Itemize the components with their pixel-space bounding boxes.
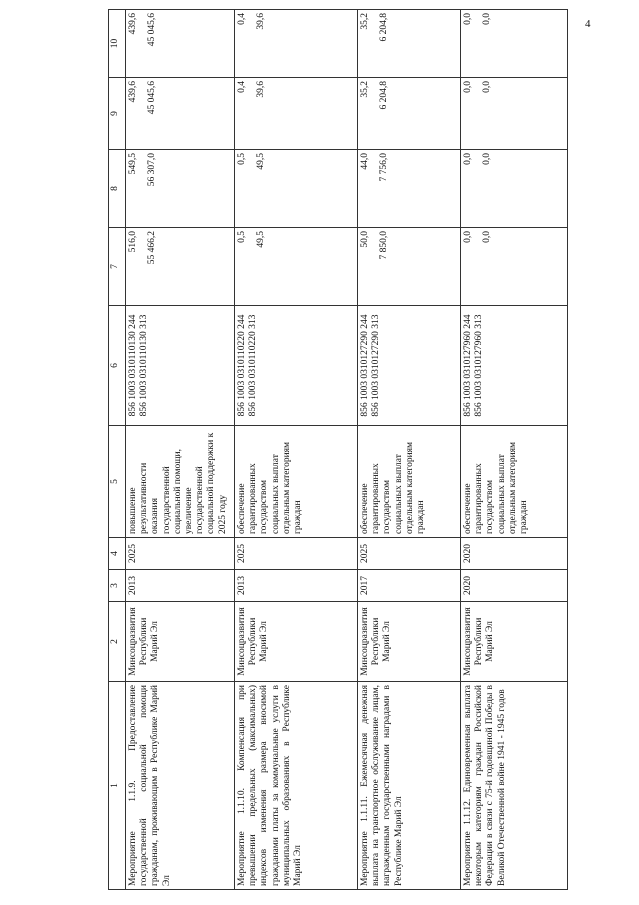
start-year: 2017: [358, 570, 461, 602]
value-313: 45 045,6: [147, 13, 158, 47]
value-col7: [358, 228, 461, 306]
measure-name: Мероприятие 1.1.11. Ежемесячная денежная выплата на транспортное обслуживание лицам, награжденным государственными наградами в Республике Марий Эл: [358, 682, 461, 890]
value-313: 0,0: [482, 153, 493, 165]
value-col7: [235, 228, 358, 306]
value-313: 7 850,0: [379, 231, 390, 260]
value-col8: [358, 150, 461, 228]
value-244: 0,4: [237, 13, 247, 25]
budget-code-244: 856 1003 0310127960 244: [463, 314, 473, 417]
budget-code-313: 856 1003 0310110130 313: [139, 314, 150, 417]
end-year: 2020: [461, 538, 568, 570]
budget-codes: [126, 306, 235, 426]
measure-name: Мероприятие 1.1.9. Предоставление государственной социальной помощи гражданам, проживающим в Республике Марий Эл: [126, 682, 235, 890]
col-header-4: 4: [109, 538, 126, 570]
end-year: 2025: [126, 538, 235, 570]
table-header-row: [109, 10, 126, 890]
value-244: 549,5: [128, 153, 138, 175]
budget-codes: [235, 306, 358, 426]
value-244: 0,0: [463, 81, 473, 93]
col-header-3: 3: [109, 570, 126, 602]
value-col8: [126, 150, 235, 228]
expected-result: обеспечение гарантированных государством социальных выплат отдельным категориям граждан: [235, 426, 358, 538]
value-313: 49,5: [256, 231, 267, 248]
value-244: 0,0: [463, 13, 473, 25]
value-313: 56 307,0: [147, 153, 158, 187]
value-244: 44,0: [360, 153, 370, 170]
start-year: 2013: [235, 570, 358, 602]
value-313: 0,0: [482, 81, 493, 93]
measure-name: Мероприятие 1.1.12. Единовременная выплата некоторым категориям граждан Российской Федерации в связи с 75-й годовщиной Победы в Великой Отечественной войне 1941 - 1945 годов: [461, 682, 568, 890]
value-col7: [461, 228, 568, 306]
col-header-2: 2: [109, 602, 126, 682]
value-244: 35,2: [360, 13, 370, 30]
end-year: 2025: [235, 538, 358, 570]
col-header-9: 9: [109, 78, 126, 150]
budget-code-313: 856 1003 0310110220 313: [248, 314, 259, 417]
executor: Минсоцразвития Республики Марий Эл: [461, 602, 568, 682]
value-244: 0,0: [463, 231, 473, 243]
value-313: 0,0: [482, 13, 493, 25]
value-313: 7 756,0: [379, 153, 390, 182]
budget-codes: [461, 306, 568, 426]
value-313: 39,6: [256, 81, 267, 98]
col-header-8: 8: [109, 150, 126, 228]
table-row: [235, 10, 358, 890]
value-313: 6 204,8: [379, 81, 390, 110]
value-col7: [126, 228, 235, 306]
value-313: 39,6: [256, 13, 267, 30]
value-244: 439,6: [128, 13, 138, 35]
value-313: 0,0: [482, 231, 493, 243]
budget-code-313: 856 1003 0310127960 313: [474, 314, 485, 417]
value-244: 0,4: [237, 81, 247, 93]
value-col10: [126, 10, 235, 78]
value-313: 49,5: [256, 153, 267, 170]
start-year: 2020: [461, 570, 568, 602]
executor: Минсоцразвития Республики Марий Эл: [358, 602, 461, 682]
value-col9: [461, 78, 568, 150]
value-244: 516,0: [128, 231, 138, 253]
table-row: [126, 10, 235, 890]
value-col9: [126, 78, 235, 150]
budget-code-244: 856 1003 0310127290 244: [360, 314, 370, 417]
value-244: 0,5: [237, 153, 247, 165]
expected-result: повышение результативности оказания государственной социальной помощи, увеличение государственной социальной поддержки к 2025 году: [126, 426, 235, 538]
table-row: [461, 10, 568, 890]
page-number: 4: [585, 18, 591, 30]
table-row: [358, 10, 461, 890]
expected-result: обеспечение гарантированных государством социальных выплат отдельным категориям граждан: [461, 426, 568, 538]
value-244: 35,2: [360, 81, 370, 98]
measures-table: [108, 9, 568, 890]
value-313: 55 466,2: [147, 231, 158, 265]
value-244: 0,5: [237, 231, 247, 243]
value-col8: [461, 150, 568, 228]
value-313: 45 045,6: [147, 81, 158, 115]
executor: Минсоцразвития Республики Марий Эл: [235, 602, 358, 682]
start-year: 2013: [126, 570, 235, 602]
executor: Минсоцразвития Республики Марий Эл: [126, 602, 235, 682]
col-header-1: 1: [109, 682, 126, 890]
end-year: 2025: [358, 538, 461, 570]
col-header-7: 7: [109, 228, 126, 306]
value-244: 439,6: [128, 81, 138, 103]
value-244: 0,0: [463, 153, 473, 165]
budget-code-244: 856 1003 0310110220 244: [237, 314, 247, 417]
value-313: 6 204,8: [379, 13, 390, 42]
budget-code-313: 856 1003 0310127290 313: [371, 314, 382, 417]
value-col10: [235, 10, 358, 78]
landscape-page: [108, 10, 563, 890]
value-244: 50,0: [360, 231, 370, 248]
value-col9: [235, 78, 358, 150]
value-col9: [358, 78, 461, 150]
budget-codes: [358, 306, 461, 426]
col-header-10: 10: [109, 10, 126, 78]
value-col10: [358, 10, 461, 78]
measure-name: Мероприятие 1.1.10. Компенсация при превышении предельных (максимальных) индексов изменения размера вносимой гражданами платы за коммунальные услуги в муниципальных образованиях в Республике Марий Эл: [235, 682, 358, 890]
budget-code-244: 856 1003 0310110130 244: [128, 314, 138, 417]
col-header-6: 6: [109, 306, 126, 426]
expected-result: обеспечение гарантированных государством социальных выплат отдельным категориям граждан: [358, 426, 461, 538]
value-col8: [235, 150, 358, 228]
value-col10: [461, 10, 568, 78]
col-header-5: 5: [109, 426, 126, 538]
